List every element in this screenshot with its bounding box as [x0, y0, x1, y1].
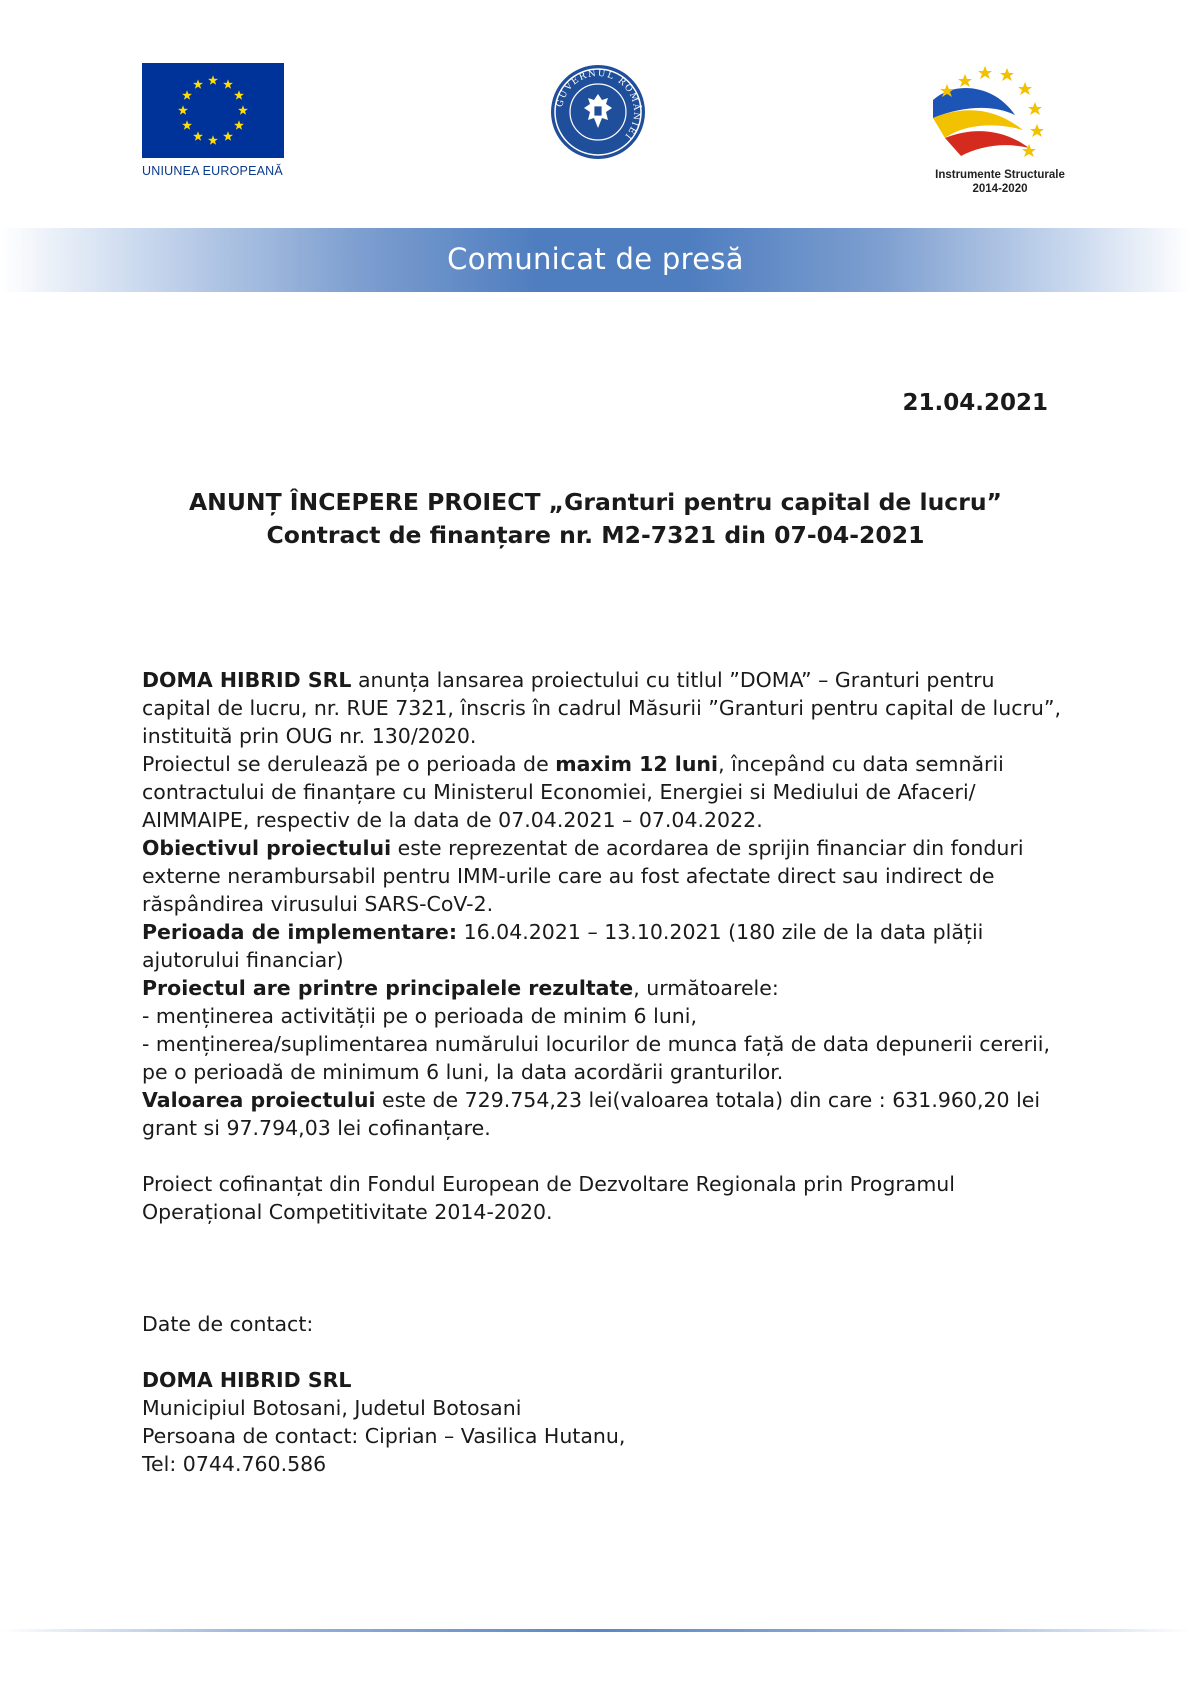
contact-heading: Date de contact:: [142, 1312, 314, 1336]
title-line-1: ANUNȚ ÎNCEPERE PROIECT „Granturi pentru capital de lucru”: [188, 488, 1003, 516]
value-text: este de 729.754,23 lei(valoarea totala) din care : 631.960,20 lei grant si 97.794,03 lei cofinanțare.: [142, 1088, 1041, 1140]
paragraph-implementation: [142, 918, 1062, 974]
paragraph-results: [142, 974, 1062, 1002]
duration-text-a: Proiectul se derulează pe o perioada de: [142, 752, 556, 776]
implementation-text: 16.04.2021 – 13.10.2021 (180 zile de la data plății ajutorului financiar): [142, 920, 984, 972]
press-release-banner: [0, 228, 1191, 292]
title-line-2: Contract de finanțare nr. M2-7321 din 07-04-2021: [266, 521, 925, 549]
eu-star-icon: [182, 90, 192, 99]
objective-bold: Obiectivul proiectului: [142, 836, 392, 860]
eu-star-icon: [238, 105, 248, 114]
is-label-line2: 2014-2020: [972, 183, 1028, 195]
objective-text: este reprezentat de acordarea de sprijin financiar din fonduri externe nerambursabil pentru IMM-urile care au fost afectate direct sau indirect de răspândirea virusului SARS-CoV-2.: [142, 836, 1024, 916]
eu-star-icon: [234, 90, 244, 99]
eu-logo: [142, 63, 284, 178]
results-bold: Proiectul are printre principalele rezultate: [142, 976, 634, 1000]
eu-star-icon: [193, 79, 203, 88]
romania-flag-swoosh-icon: [925, 60, 1075, 160]
eu-star-icon: [182, 120, 192, 129]
implementation-bold: Perioada de implementare:: [142, 920, 458, 944]
eu-star-icon: [223, 79, 233, 88]
instrumente-structurale-label: [925, 168, 1075, 196]
eu-star-icon: [193, 131, 203, 140]
paragraph-value: [142, 1086, 1062, 1142]
eu-star-icon: [178, 105, 188, 114]
result-item-1: - menținerea activității pe o perioada de minim 6 luni,: [142, 1004, 698, 1028]
eu-star-icon: [208, 135, 218, 144]
is-label-line1: Instrumente Structurale: [935, 169, 1065, 181]
paragraph-objective: [142, 834, 1062, 918]
announcement-title: [140, 486, 1051, 552]
contact-address: Municipiul Botosani, Judetul Botosani: [142, 1396, 522, 1420]
instrumente-structurale-logo: [925, 60, 1075, 196]
company-name-bold: DOMA HIBRID SRL: [142, 668, 352, 692]
eu-label: UNIUNEA EUROPEANĂ: [142, 164, 283, 178]
banner-title: Comunicat de presă: [447, 242, 744, 276]
eu-star-icon: [223, 131, 233, 140]
results-text: , următoarele:: [633, 976, 779, 1000]
result-item-2: - menținerea/suplimentarea numărului locurilor de munca față de data depunerii cererii, pe o perioadă de minimum 6 luni, la data acordării granturilor.: [142, 1032, 1051, 1084]
paragraph-intro: [142, 666, 1062, 750]
intro-text: anunța lansarea proiectului cu titlul ”DOMA” – Granturi pentru capital de lucru, nr. RUE 7321, înscris în cadrul Măsurii ”Granturi pentru capital de lucru”, instituită prin OUG nr. 130/2020.: [142, 668, 1062, 748]
paragraph-duration: [142, 750, 1062, 834]
contact-company: [142, 1366, 1062, 1394]
paragraph-cofinancing: Proiect cofinanțat din Fondul European de Dezvoltare Regionala prin Programul Operațional Competitivitate 2014-2020.: [142, 1172, 955, 1224]
announcement-body: [142, 666, 1062, 1478]
government-seal-logo: [550, 64, 646, 160]
eu-star-icon: [208, 75, 218, 84]
eu-star-icon: [234, 120, 244, 129]
footer-divider: [0, 1629, 1191, 1632]
contact-person: Persoana de contact: Ciprian – Vasilica Hutanu,: [142, 1424, 626, 1448]
contact-company-name: DOMA HIBRID SRL: [142, 1368, 352, 1392]
release-date: 21.04.2021: [902, 390, 1048, 416]
eu-flag-icon: [142, 63, 284, 158]
contact-phone: Tel: 0744.760.586: [142, 1452, 327, 1476]
duration-bold: maxim 12 luni: [555, 752, 719, 776]
value-bold: Valoarea proiectului: [142, 1088, 376, 1112]
gov-seal-text: GUVERNUL ROMÂNIEI: [555, 68, 642, 142]
duration-text-b: , începând cu data semnării contractului de finanțare cu Ministerul Economiei, Energiei si Mediului de Afaceri/ AIMMAIPE, respectiv de la data de 07.04.2021 – 07.04.2022.: [142, 752, 1004, 832]
